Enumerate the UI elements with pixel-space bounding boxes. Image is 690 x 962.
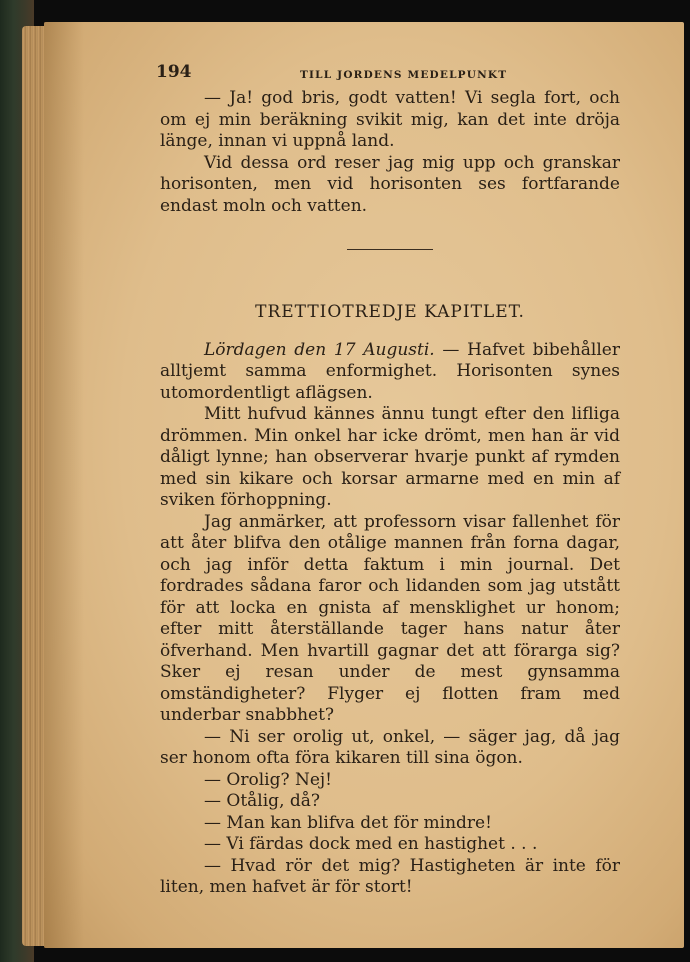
paragraph-4: Mitt hufvud kännes ännu tungt efter den lifliga drömmen. Min onkel har icke drömt, men han är vid dåligt lynne; han observerar hvarje punkt af rymden med sin kikare och korsar armarne med en min af sviken förhoppning. [160, 404, 620, 510]
section-rule [347, 249, 433, 250]
page-content [156, 62, 620, 899]
dialog-line-2: — Otålig, då? [204, 791, 321, 811]
paragraph-3-text: — Hafvet bibehåller alltjemt samma enformighet. Horisonten synes utomordentligt aflägsen. [160, 339, 620, 403]
dialog-line-4: — Vi färdas dock med en hastighet . . . [204, 834, 538, 854]
dialog-line-1: — Orolig? Nej! [204, 769, 333, 790]
section-gap [160, 217, 620, 249]
paragraph-6: — Ni ser orolig ut, onkel, — säger jag, då jag ser honom ofta föra kikaren till sina ögon. [160, 726, 620, 768]
dialog-line-3: — Man kan blifva det för mindre! [204, 812, 492, 833]
paragraph-5: Jag anmärker, att professorn visar fallenhet för att åter blifva den otålige mannen från forna dagar, och jag inför detta faktum i min journal. Det fordrades sådana faror och lidanden som jag utstått för att locka en gnista af mensklighet ur honom; efter mitt återställande tager hans natur åter öfverhand. Men hvartill gagnar det att förarga sig? Sker ej resan under de mest gynsamma omständigheter? Flyger ej flotten fram med underbar snabbhet? [160, 511, 620, 725]
paragraph-7: — Hvad rör det mig? Hastigheten är inte för liten, men hafvet är för stort! [160, 855, 620, 897]
page-header [156, 62, 620, 88]
paragraph-1: — Ja! god bris, godt vatten! Vi segla fort, och om ej min beräkning svikit mig, kan det inte dröja länge, innan vi uppnå land. [160, 88, 620, 151]
entry-date: Lördagen den 17 Augusti. [204, 339, 435, 360]
gutter-shadow [44, 22, 84, 948]
paragraph-2: Vid dessa ord reser jag mig upp och granskar horisonten, men vid horisonten ses fortfarande endast moln och vatten. [160, 152, 620, 216]
paragraph-3 [160, 340, 620, 405]
chapter-title: TRETTIOTREDJE KAPITLET. [255, 302, 525, 322]
running-title: TILL JORDENS MEDELPUNKT [300, 69, 508, 81]
page-number: 194 [156, 62, 192, 82]
